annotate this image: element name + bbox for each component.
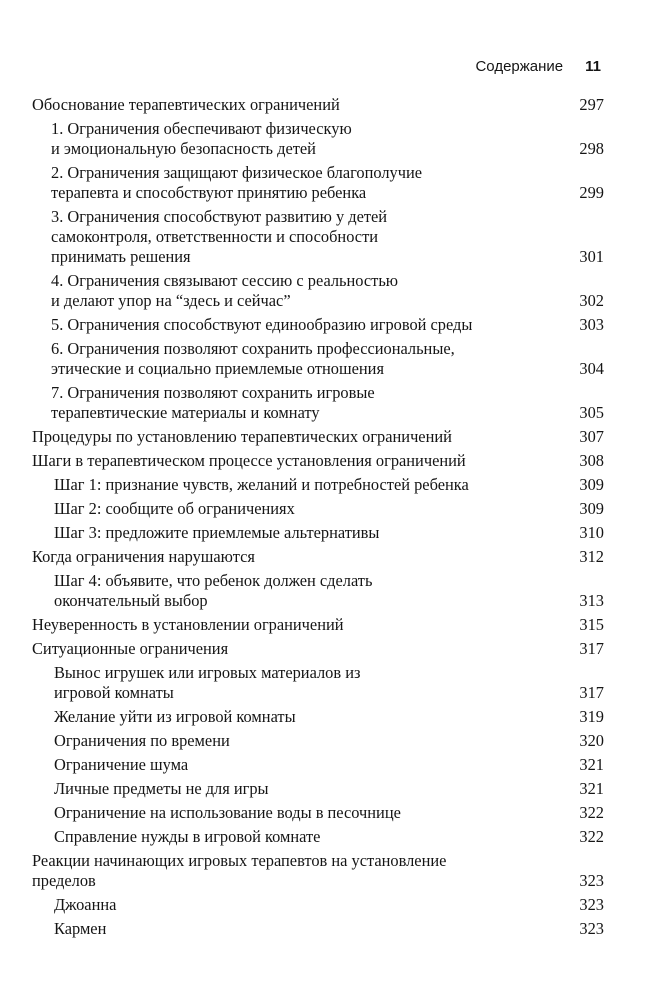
toc-entry [32, 339, 604, 379]
toc-entry [32, 499, 604, 519]
toc-entry-title: Ситуационные ограничения [32, 639, 229, 658]
toc-entry [32, 163, 604, 203]
toc-entry-title: Справление нужды в игровой комнате [54, 827, 321, 846]
toc-entry [32, 271, 604, 311]
toc-entry [32, 615, 604, 635]
toc-entry [32, 207, 604, 267]
toc-entry-page: 320 [579, 731, 604, 750]
toc-entry-page: 312 [579, 547, 604, 566]
toc-entry-page: 309 [579, 475, 604, 494]
toc-entry [32, 663, 604, 703]
toc-entry-title: Шаг 2: сообщите об ограничениях [54, 499, 295, 518]
toc-entry-title: Кармен [54, 919, 107, 938]
toc-entry-title: Шаг 3: предложите приемлемые альтернативы [54, 523, 380, 542]
toc-entry [32, 383, 604, 423]
toc-entry-title: 1. Ограничения обеспечивают физическую и эмоциональную безопасность детей [51, 119, 352, 158]
page-number: 11 [585, 58, 601, 75]
toc-entry-title: Ограничение шума [54, 755, 189, 774]
toc-entry [32, 803, 604, 823]
toc-entry-page: 322 [579, 827, 604, 846]
toc-entry [32, 639, 604, 659]
toc-entry [32, 779, 604, 799]
toc-entry-page: 302 [579, 291, 604, 310]
toc-entry-title: Джоанна [54, 895, 117, 914]
toc-entry-title: Вынос игрушек или игровых материалов из игровой комнаты [54, 663, 361, 702]
toc-entry [32, 755, 604, 775]
table-of-contents [32, 95, 604, 939]
toc-entry-page: 323 [579, 871, 604, 890]
toc-entry-title: Реакции начинающих игровых терапевтов на установление пределов [32, 851, 447, 890]
toc-entry-page: 298 [579, 139, 604, 158]
toc-entry-title: Шаги в терапевтическом процессе установления ограничений [32, 451, 466, 470]
toc-entry-title: Процедуры по установлению терапевтических ограничений [32, 427, 452, 446]
toc-entry-page: 321 [579, 755, 604, 774]
toc-entry-title: Шаг 1: признание чувств, желаний и потребностей ребенка [54, 475, 469, 494]
toc-entry [32, 95, 604, 115]
toc-entry-title: Желание уйти из игровой комнаты [54, 707, 296, 726]
toc-entry-page: 307 [579, 427, 604, 446]
toc-entry-page: 303 [579, 315, 604, 334]
toc-entry-title: Когда ограничения нарушаются [32, 547, 255, 566]
toc-entry-title: 2. Ограничения защищают физическое благополучие терапевта и способствуют принятию ребенка [51, 163, 423, 202]
toc-entry [32, 475, 604, 495]
toc-entry [32, 451, 604, 471]
toc-entry-page: 321 [579, 779, 604, 798]
toc-entry-page: 322 [579, 803, 604, 822]
toc-entry-title: 3. Ограничения способствуют развитию у детей самоконтроля, ответственности и способности принимать решения [51, 207, 388, 266]
toc-entry-page: 299 [579, 183, 604, 202]
toc-entry-page: 297 [579, 95, 604, 114]
toc-entry-title: 6. Ограничения позволяют сохранить профессиональные, этические и социально приемлемые отношения [51, 339, 455, 378]
toc-entry [32, 707, 604, 727]
toc-entry-title: Обоснование терапевтических ограничений [32, 95, 340, 114]
toc-entry-title: Ограничение на использование воды в песочнице [54, 803, 401, 822]
toc-entry-page: 301 [579, 247, 604, 266]
toc-entry [32, 523, 604, 543]
toc-entry-title: Ограничения по времени [54, 731, 230, 750]
toc-entry [32, 919, 604, 939]
toc-entry-page: 323 [579, 919, 604, 938]
toc-entry-page: 310 [579, 523, 604, 542]
toc-entry-page: 313 [579, 591, 604, 610]
toc-entry-page: 309 [579, 499, 604, 518]
toc-entry-title: 4. Ограничения связывают сессию с реальностью и делают упор на “здесь и сейчас” [51, 271, 399, 310]
toc-entry-page: 317 [579, 683, 604, 702]
toc-entry-title: Шаг 4: объявите, что ребенок должен сделать окончательный выбор [54, 571, 373, 610]
running-header [475, 58, 601, 75]
toc-entry-title: 7. Ограничения позволяют сохранить игровые терапевтические материалы и комнату [51, 383, 375, 422]
toc-entry-title: Неуверенность в установлении ограничений [32, 615, 344, 634]
toc-entry-title: Личные предметы не для игры [54, 779, 269, 798]
toc-entry-title: 5. Ограничения способствуют единообразию игровой среды [51, 315, 473, 334]
toc-entry [32, 895, 604, 915]
toc-entry [32, 427, 604, 447]
toc-entry [32, 827, 604, 847]
toc-entry-page: 317 [579, 639, 604, 658]
toc-entry [32, 119, 604, 159]
toc-entry-page: 323 [579, 895, 604, 914]
toc-entry [32, 315, 604, 335]
toc-entry-page: 308 [579, 451, 604, 470]
toc-entry-page: 319 [579, 707, 604, 726]
toc-entry-page: 315 [579, 615, 604, 634]
toc-entry-page: 304 [579, 359, 604, 378]
toc-entry [32, 731, 604, 751]
toc-entry-page: 305 [579, 403, 604, 422]
toc-entry [32, 851, 604, 891]
toc-entry [32, 571, 604, 611]
section-title: Содержание [475, 58, 564, 75]
toc-entry [32, 547, 604, 567]
